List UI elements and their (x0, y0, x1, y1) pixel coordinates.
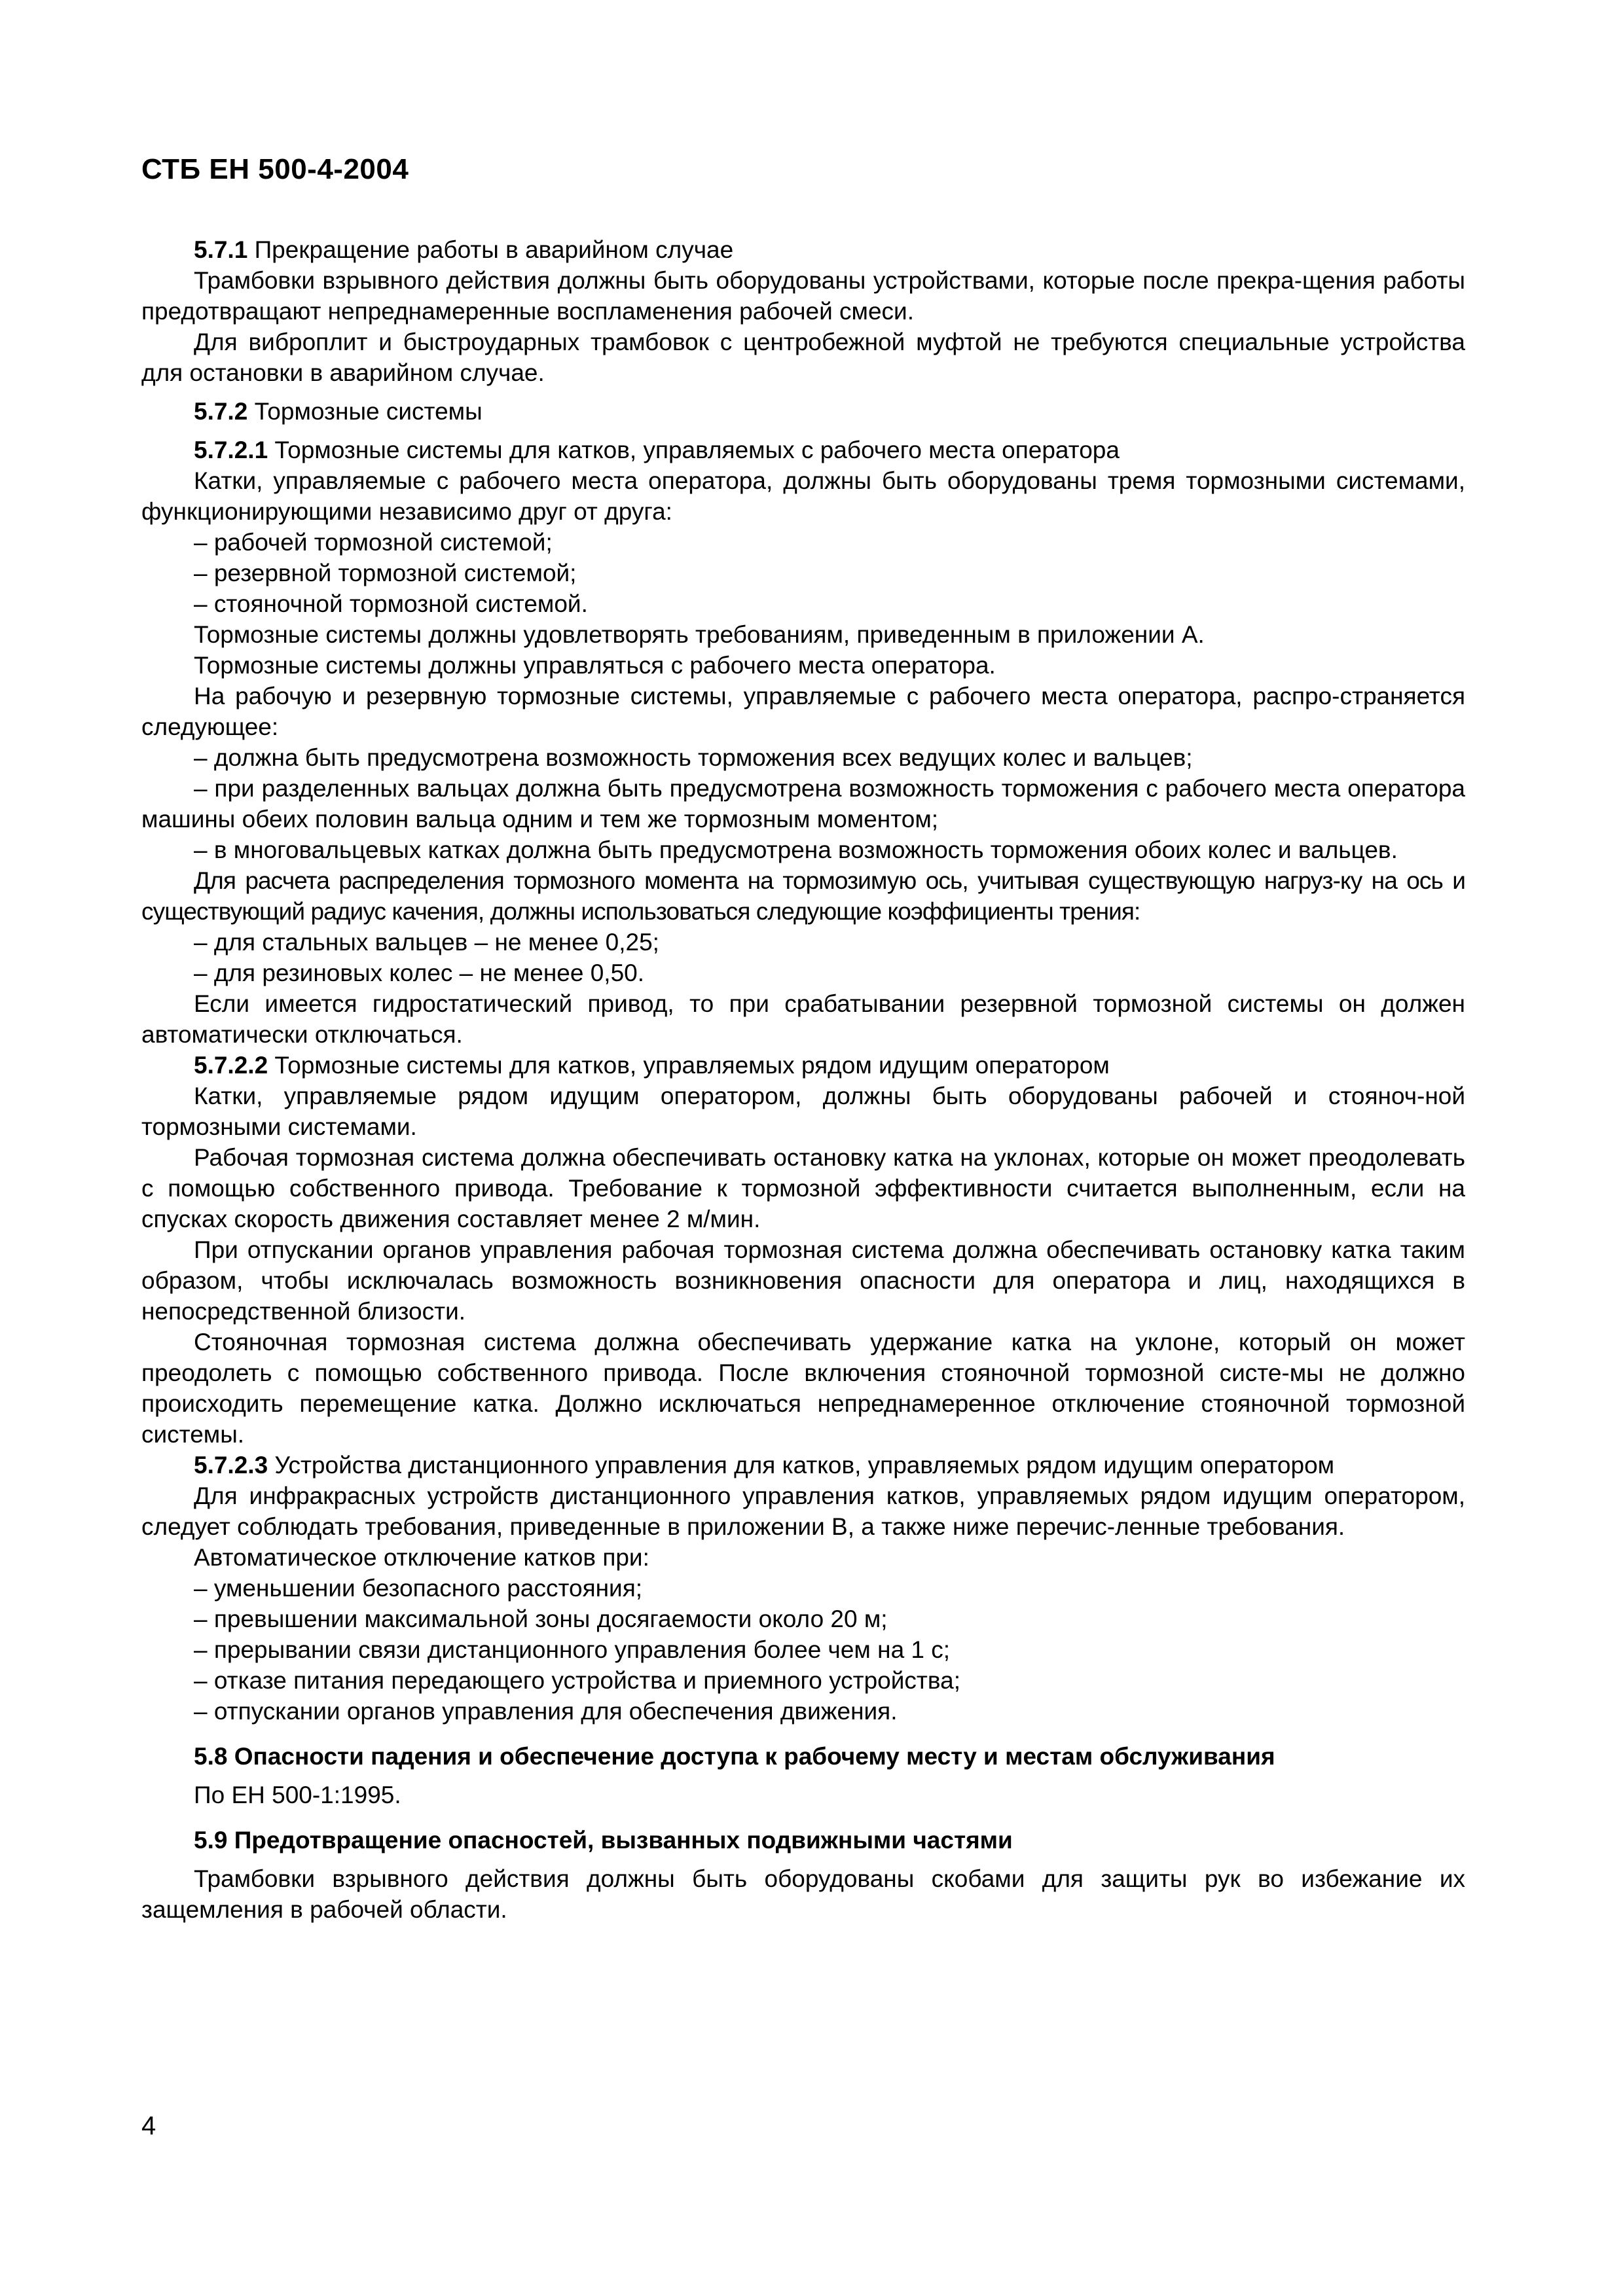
clause-5-7-2 (141, 396, 1465, 427)
clause-number: 5.7.1 (194, 236, 248, 263)
clause-title: Прекращение работы в аварийном случае (247, 236, 734, 263)
list-item: – отпускании органов управления для обеспечения движения. (194, 1698, 898, 1725)
clause-number: 5.7.2.3 (194, 1452, 268, 1479)
page-number: 4 (141, 2111, 156, 2140)
document-body (141, 234, 1465, 1925)
section-heading-5-8: 5.8 Опасности падения и обеспечение доступа к рабочему месту и местам обслуживания (194, 1743, 1275, 1770)
section-heading-5-9: 5.9 Предотвращение опасностей, вызванных подвижными частями (194, 1827, 1013, 1854)
paragraph: Трамбовки взрывного действия должны быть оборудованы скобами для защиты рук во избежание их защемления в рабочей области. (141, 1865, 1465, 1923)
paragraph: Для расчета распределения тормозного момента на тормозимую ось, учитывая существующую нагруз-ку на ось и существующий радиус качения, должны использоваться следующие коэффициенты трения: (141, 867, 1465, 925)
clause-title: Тормозные системы для катков, управляемых с рабочего места оператора (268, 437, 1120, 463)
paragraph: Если имеется гидростатический привод, то при срабатывании резервной тормозной системы он должен автоматически отключаться. (141, 990, 1465, 1048)
list-item: – для стальных вальцев – не менее 0,25; (194, 929, 659, 956)
clause-5-7-2-1 (141, 435, 1465, 465)
list-item: – при разделенных вальцах должна быть предусмотрена возможность торможения с рабочего места оператора машины обеих половин вальца одним и тем же тормозным моментом; (141, 775, 1465, 833)
paragraph: Рабочая тормозная система должна обеспечивать остановку катка на уклонах, которые он может преодолевать с помощью собственного привода. Требование к тормозной эффективности считается выполненным, если на спусках скорость движения составляет менее 2 м/мин. (141, 1144, 1465, 1232)
paragraph: На рабочую и резервную тормозные системы, управляемые с рабочего места оператора, распро-страняется следующее: (141, 683, 1465, 740)
clause-5-7-1 (141, 234, 1465, 265)
paragraph: Стояночная тормозная система должна обеспечивать удержание катка на уклоне, который он может преодолеть с помощью собственного привода. После включения стояночной тормозной систе-мы не должно происходить перемещение катка. Должно исключаться непреднамеренное отключение стояночной тормозной системы. (141, 1329, 1465, 1448)
paragraph: Катки, управляемые с рабочего места оператора, должны быть оборудованы тремя тормозными системами, функционирующими независимо друг от друга: (141, 467, 1465, 525)
clause-title: Тормозные системы для катков, управляемых рядом идущим оператором (268, 1052, 1110, 1079)
clause-title: Устройства дистанционного управления для катков, управляемых рядом идущим оператором (268, 1452, 1335, 1479)
list-item: – отказе питания передающего устройства и приемного устройства; (194, 1667, 960, 1694)
document-code-header: СТБ ЕН 500-4-2004 (141, 153, 409, 185)
paragraph: По ЕН 500-1:1995. (194, 1782, 401, 1808)
clause-number: 5.7.2.2 (194, 1052, 268, 1079)
list-item: – резервной тормозной системой; (194, 560, 577, 586)
list-item: – рабочей тормозной системой; (194, 529, 553, 556)
paragraph: Тормозные системы должны управляться с рабочего места оператора. (194, 652, 996, 679)
clause-title: Тормозные системы (247, 398, 483, 425)
list-item: – превышении максимальной зоны досягаемости около 20 м; (194, 1605, 888, 1632)
clause-number: 5.7.2.1 (194, 437, 268, 463)
paragraph: Тормозные системы должны удовлетворять требованиям, приведенным в приложении А. (194, 621, 1205, 648)
paragraph: Автоматическое отключение катков при: (194, 1544, 649, 1571)
list-item: – для резиновых колес – не менее 0,50. (194, 960, 645, 986)
paragraph: Катки, управляемые рядом идущим оператором, должны быть оборудованы рабочей и стояноч-ной тормозными системами. (141, 1083, 1465, 1140)
paragraph: Для инфракрасных устройств дистанционного управления катков, управляемых рядом идущим оператором, следует соблюдать требования, приведенные в приложении В, а также ниже перечис-ленные требования. (141, 1482, 1465, 1540)
clause-number: 5.7.2 (194, 398, 248, 425)
list-item: – в многовальцевых катках должна быть предусмотрена возможность торможения обоих колес и вальцев. (194, 836, 1398, 863)
paragraph: Для виброплит и быстроударных трамбовок с центробежной муфтой не требуются специальные устройства для остановки в аварийном случае. (141, 329, 1465, 386)
clause-5-7-2-3 (141, 1450, 1465, 1480)
list-item: – стояночной тормозной системой. (194, 590, 588, 617)
list-item: – должна быть предусмотрена возможность торможения всех ведущих колес и вальцев; (194, 744, 1193, 771)
list-item: – уменьшении безопасного расстояния; (194, 1575, 643, 1602)
clause-5-7-2-2 (141, 1050, 1465, 1081)
paragraph: При отпускании органов управления рабочая тормозная система должна обеспечивать остановку катка таким образом, чтобы исключалась возможность возникновения опасности для оператора и лиц, находящихся в непосредственной близости. (141, 1236, 1465, 1325)
list-item: – прерывании связи дистанционного управления более чем на 1 с; (194, 1636, 951, 1663)
paragraph: Трамбовки взрывного действия должны быть оборудованы устройствами, которые после прекра-щения работы предотвращают непреднамеренные воспламенения рабочей смеси. (141, 267, 1465, 325)
